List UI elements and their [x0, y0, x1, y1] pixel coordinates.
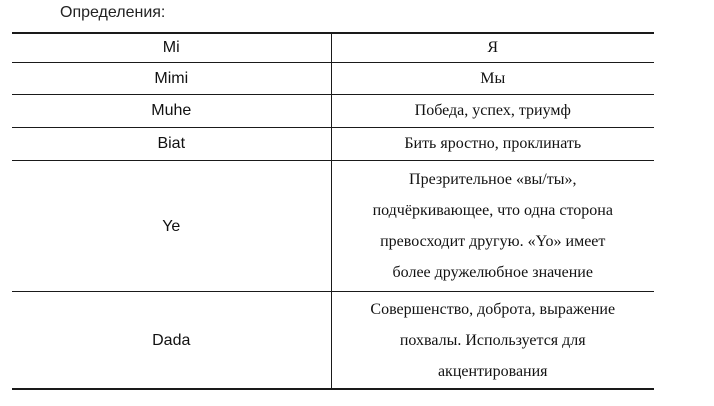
definition-line: Победа, успех, триумф	[414, 102, 571, 119]
definition-cell	[331, 128, 654, 161]
table-row	[12, 33, 654, 63]
term-cell: Dada	[12, 292, 331, 390]
definition-line: похвалы. Используется для	[399, 331, 586, 349]
definition-cell	[331, 292, 654, 390]
definition-cell	[331, 95, 654, 128]
table-row	[12, 161, 654, 292]
term-cell: Ye	[12, 161, 331, 292]
term-cell: Biat	[12, 128, 331, 161]
table-row	[12, 128, 654, 161]
definition-line: подчёркивающее, что одна сторона	[372, 202, 613, 219]
term-cell: Mimi	[12, 63, 331, 95]
definitions-table-container	[12, 32, 654, 390]
definition-line: Мы	[480, 70, 506, 87]
table-row	[12, 95, 654, 128]
definition-line: Бить яростно, проклинать	[404, 135, 582, 152]
page-heading: Определения:	[60, 4, 166, 21]
definition-cell	[331, 33, 654, 63]
definition-cell	[331, 161, 654, 292]
term-cell: Mi	[12, 33, 331, 63]
definitions-table	[12, 32, 654, 390]
term-cell: Muhe	[12, 95, 331, 128]
definition-line: превосходит другую. «Yo» имеет	[380, 233, 606, 250]
definition-line: Совершенство, доброта, выражение	[370, 300, 616, 318]
definition-line: Презрительное «вы/ты»,	[409, 171, 577, 188]
definition-line: Я	[487, 39, 499, 56]
definition-line: акцентирования	[437, 362, 548, 380]
definition-line: более дружелюбное значение	[392, 264, 593, 281]
table-row	[12, 63, 654, 95]
definition-cell	[331, 63, 654, 95]
table-row	[12, 292, 654, 390]
